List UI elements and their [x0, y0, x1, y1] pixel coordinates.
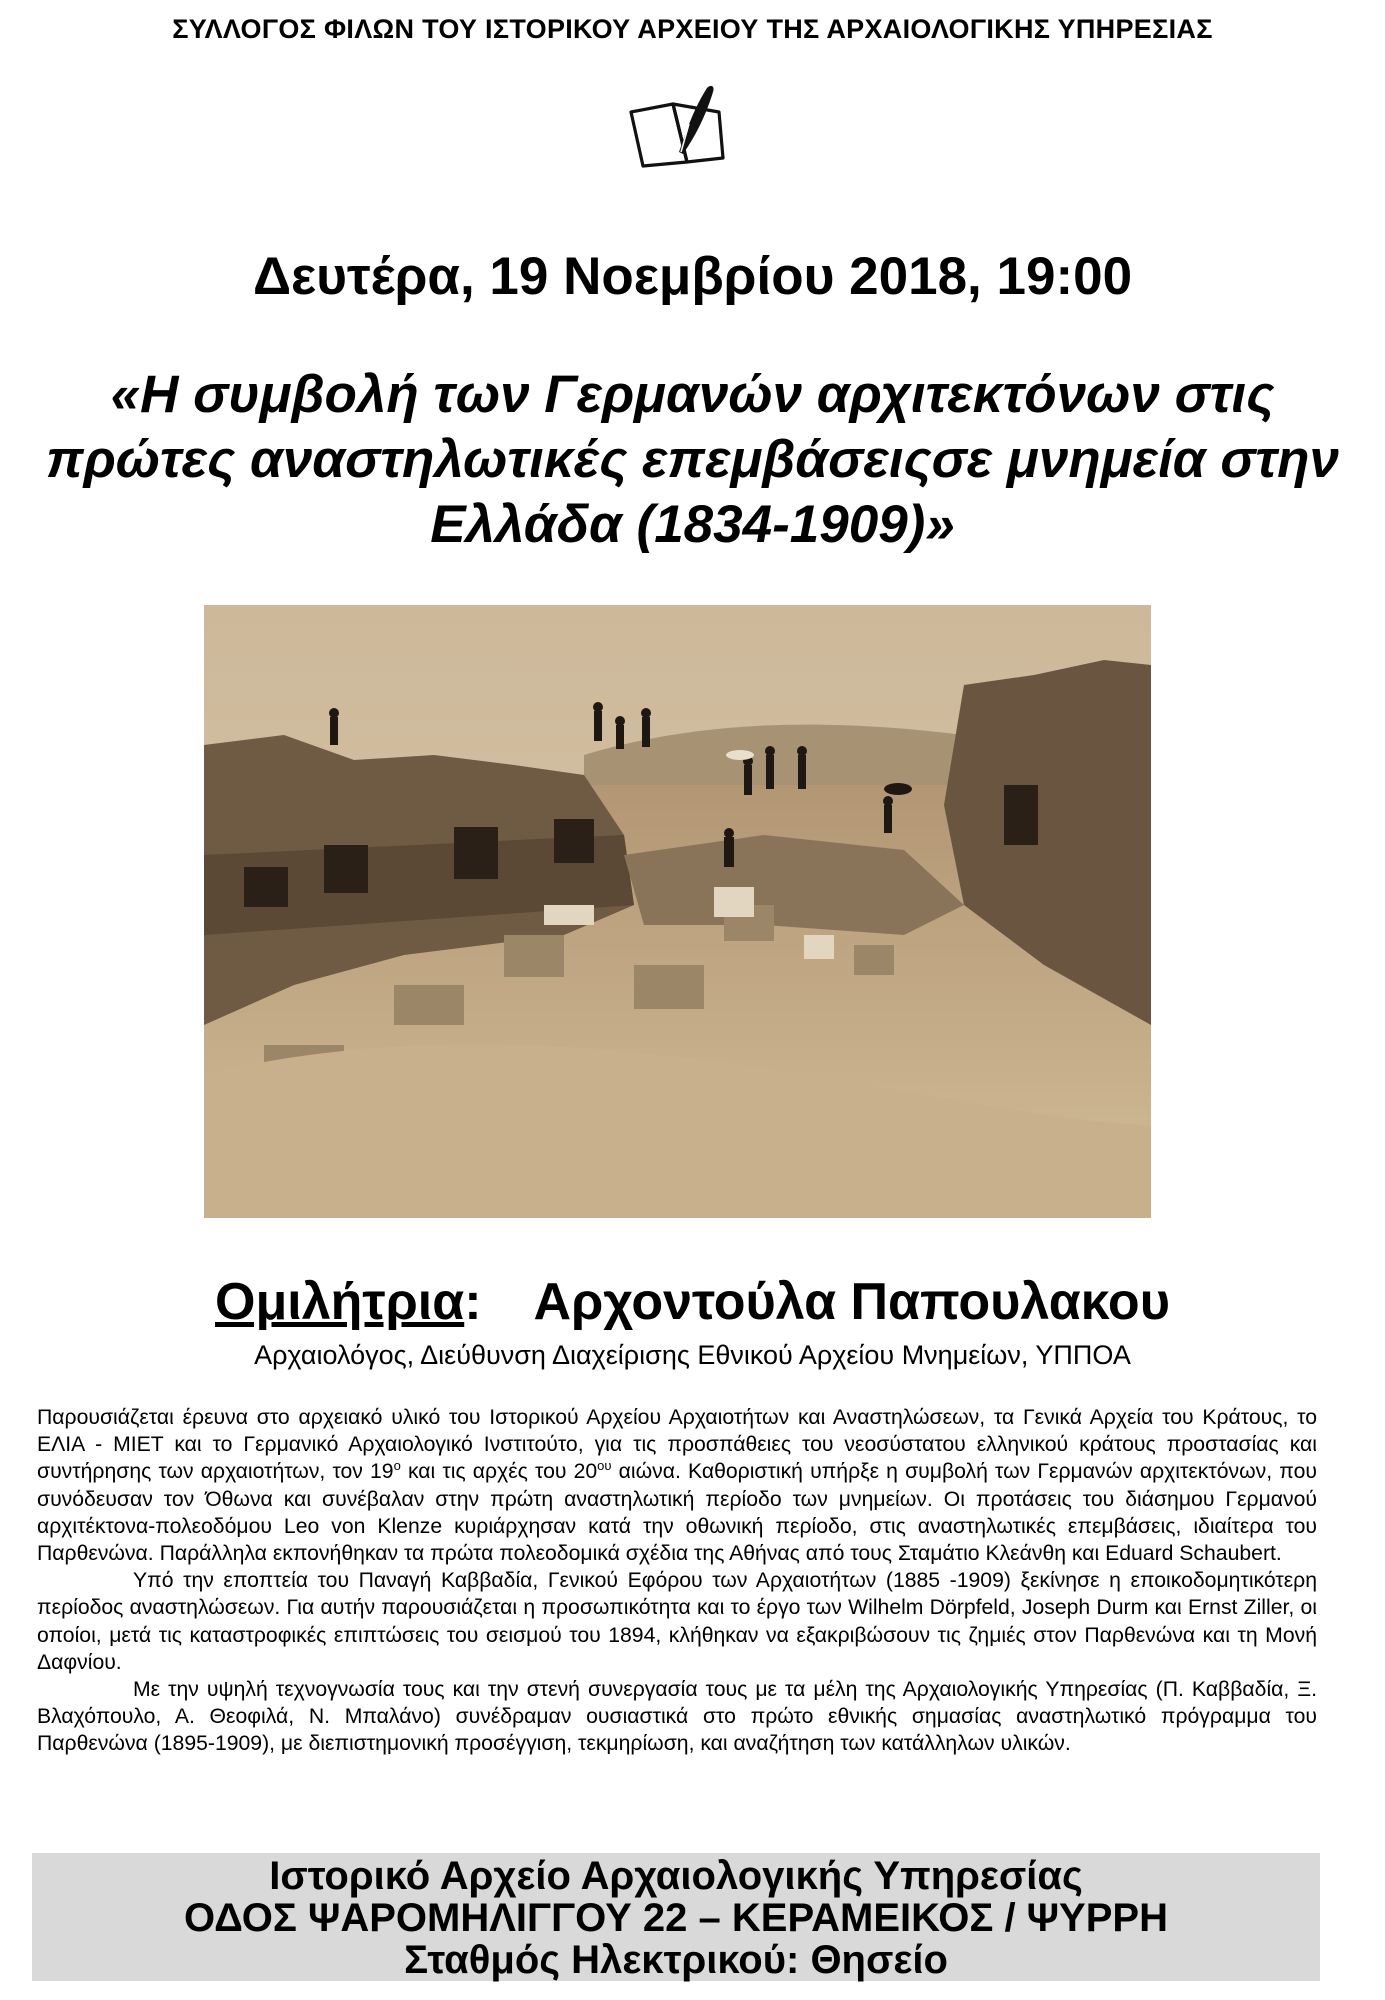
- event-title: [0, 362, 1385, 557]
- speaker-label: Ομιλήτρια: [215, 1273, 465, 1331]
- speaker-label-colon: :: [464, 1273, 482, 1331]
- event-title-line-1: «Η συμβολή των Γερμανών αρχιτεκτόνων στις: [110, 365, 1275, 424]
- event-date-time: Δευτέρα, 19 Νοεμβρίου 2018, 19:00: [252, 247, 1133, 306]
- description-paragraph-2: Υπό την εποπτεία του Παναγή Καββαδία, Γενικού Εφόρου των Αρχαιοτήτων (1885 -1909) ξεκίνησε η εποικοδομητικότερη περίοδος αναστηλώσεων. Για αυτήν παρουσιάζεται η προσωπικότητα και το έργο των Wilhelm Dörpfeld, Joseph Durm και Ernst Ziller, οι οποίοι, μετά τις καταστροφικές επιπτώσεις του σεισμού του 1894, κλήθηκαν να εξακριβώσουν τις ζημιές στον Παρθενώνα και τη Μονή Δαφνίου.: [37, 1569, 1317, 1674]
- open-book-quill-icon: [627, 82, 737, 174]
- organization-header: ΣΥΛΛΟΓΟΣ ΦΙΛΩΝ ΤΟΥ ΙΣΤΟΡΙΚΟΥ ΑΡΧΕΙΟΥ ΤΗΣ ΑΡΧΑΙΟΛΟΓΙΚΗΣ ΥΠΗΡΕΣΙΑΣ: [172, 14, 1213, 44]
- venue-footer: [32, 1853, 1320, 1981]
- speaker-name: Αρχοντούλα Παπουλακου: [533, 1273, 1170, 1331]
- venue-station: Σταθμός Ηλεκτρικού: Θησείο: [404, 1938, 948, 1982]
- event-description: [37, 1404, 1317, 1758]
- paragraph-1-text-b: και τις αρχές του 20: [400, 1460, 598, 1484]
- speaker-line: [0, 1272, 1385, 1332]
- superscript-ou: ου: [597, 1458, 612, 1474]
- paragraph-1-text-a: Παρουσιάζεται έρευνα στο αρχειακό υλικό του Ιστορικού Αρχείου Αρχαιοτήτων και Αναστηλώσεων, τα Γενικά Αρχεία του Κράτους, το ΕΛΙΑ - ΜΙΕΤ και το Γερμανικό Αρχαιολογικό Ινστιτούτο, για τις προσπάθειες του νεοσύστατου ελληνικού κράτους προστασίας και συντήρησης των αρχαιοτήτων, τον 19: [37, 1406, 1317, 1484]
- event-title-line-3: Ελλάδα (1834-1909)»: [430, 495, 955, 554]
- venue-name: Ιστορικό Αρχείο Αρχαιολογικής Υπηρεσίας: [269, 1854, 1083, 1898]
- superscript-o: ο: [393, 1458, 401, 1474]
- description-paragraph-3: Με την υψηλή τεχνογνωσία τους και την στενή συνεργασία τους με τα μέλη της Αρχαιολογικής Υπηρεσίας (Π. Καββαδία, Ξ. Βλαχόπουλο, Α. Θεοφιλά, Ν. Μπαλάνο) συνέδραμαν ουσιαστικά στο πρώτο εθνικής σημασίας αναστηλωτικό πρόγραμμα του Παρθενώνα (1895-1909), με διεπιστημονική προσέγγιση, τεκμηρίωση, και αναζήτηση των κατάλληλων υλικών.: [37, 1678, 1317, 1756]
- historic-excavation-photo: [204, 605, 1151, 1218]
- description-paragraph-1: [37, 1404, 1317, 1567]
- venue-address: ΟΔΟΣ ΨΑΡΟΜΗΛΙΓΓΟΥ 22 – ΚΕΡΑΜΕΙΚΟΣ / ΨΥΡΡΗ: [184, 1896, 1168, 1940]
- event-title-line-2: πρώτες αναστηλωτικές επεμβάσειςσε μνημεία στην: [45, 430, 1340, 489]
- speaker-affiliation: Αρχαιολόγος, Διεύθυνση Διαχείρισης Εθνικού Αρχείου Μνημείων, ΥΠΠΟΑ: [254, 1340, 1131, 1370]
- paragraph-1-text-c: αιώνα. Καθοριστική υπήρξε η συμβολή των Γερμανών αρχιτεκτόνων, που συνόδευσαν τον Όθωνα και συνέβαλαν στην πρώτη αναστηλωτική περίοδο των μνημείων. Οι προτάσεις του διάσημου Γερμανού αρχιτέκτονα-πολεοδόμου Leo von Klenze κυριάρχησαν κατά την οθωνική περίοδο, στις αναστηλωτικές επεμβάσεις, ιδιαίτερα του Παρθενώνα. Παράλληλα εκπονήθηκαν τα πρώτα πολεοδομικά σχέδια της Αθήνας από τους Σταμάτιο Κλεάνθη και Eduard Schaubert.: [37, 1460, 1317, 1566]
